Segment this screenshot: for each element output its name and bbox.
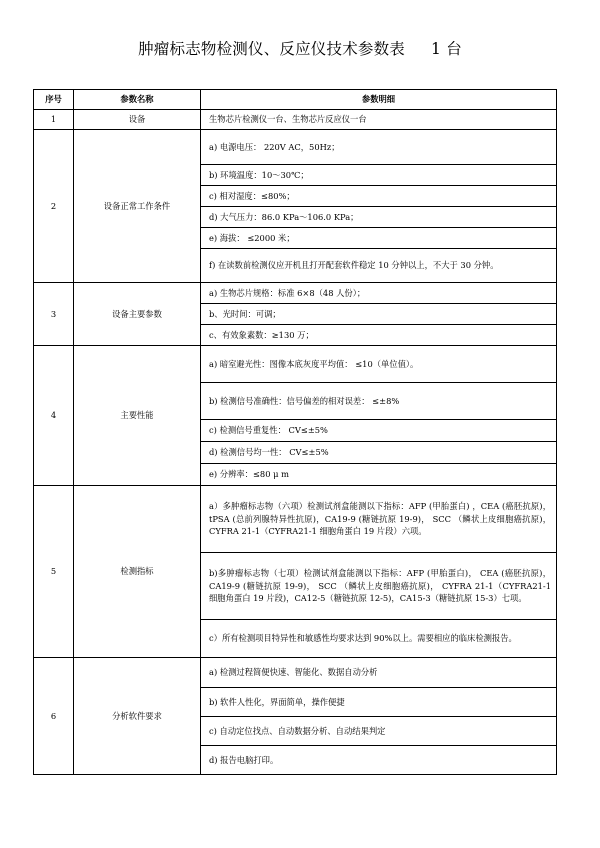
- table-row: [34, 110, 557, 130]
- row-detail: d) 报告电脑打印。: [201, 746, 557, 775]
- row-detail: a) 检测过程简便快速、智能化、数据自动分析: [201, 658, 557, 688]
- row-detail: a) 生物芯片规格：标准 6×8（48 人份）；: [201, 283, 557, 304]
- row-name: 分析软件要求: [74, 658, 201, 775]
- row-detail: c) 相对湿度：≤80%；: [201, 186, 557, 207]
- header-detail: 参数明细: [201, 90, 557, 110]
- row-detail: c、有效象素数：≥130 万；: [201, 325, 557, 346]
- row-detail: e) 分辨率：≤80 μ m: [201, 464, 557, 486]
- row-detail: b) 软件人性化，界面简单，操作便捷: [201, 688, 557, 717]
- table-row: [34, 130, 557, 165]
- row-name: 设备主要参数: [74, 283, 201, 346]
- row-name: 设备正常工作条件: [74, 130, 201, 283]
- row-index: 5: [34, 486, 74, 658]
- table-row: [34, 658, 557, 688]
- row-detail: c) 检测信号重复性： CV≤±5%: [201, 420, 557, 442]
- row-name: 主要性能: [74, 346, 201, 486]
- row-detail: d) 检测信号均一性： CV≤±5%: [201, 442, 557, 464]
- row-name: 检测指标: [74, 486, 201, 658]
- row-detail: a) 电源电压： 220V AC，50Hz；: [201, 130, 557, 165]
- page-title: [0, 37, 600, 59]
- row-index: 1: [34, 110, 74, 130]
- row-detail: a）多肿瘤标志物（六项）检测试剂盒能测以下指标：AFP (甲胎蛋白) ，CEA (癌胚抗原)， tPSA (总前列腺特异性抗原)，CA19-9 (糖链抗原 19-9)， SCC （鳞状上皮细胞癌抗原)，CYFRA 21-1（CYFRA21-1 细胞角蛋白 19 片段）六项。: [201, 486, 557, 553]
- row-index: 2: [34, 130, 74, 283]
- row-detail: f) 在读数前检测仪应开机且打开配套软件稳定 10 分钟以上，不大于 30 分钟。: [201, 249, 557, 283]
- row-index: 6: [34, 658, 74, 775]
- table-row: [34, 486, 557, 553]
- row-detail: b、光时间：可调；: [201, 304, 557, 325]
- table-row: [34, 283, 557, 304]
- row-detail: c）所有检测项目特异性和敏感性均要求达到 90%以上。需要相应的临床检测报告。: [201, 620, 557, 658]
- row-index: 4: [34, 346, 74, 486]
- row-name: 设备: [74, 110, 201, 130]
- header-name: 参数名称: [74, 90, 201, 110]
- table-header-row: [34, 90, 557, 110]
- row-detail: c) 自动定位找点、自动数据分析、自动结果判定: [201, 717, 557, 746]
- spec-table: [33, 89, 557, 775]
- row-detail: a) 暗室避光性：图像本底灰度平均值： ≤10（单位值）。: [201, 346, 557, 383]
- row-detail: d) 大气压力：86.0 KPa～106.0 KPa；: [201, 207, 557, 228]
- row-detail: b)多肿瘤标志物（七项）检测试剂盒能测以下指标：AFP (甲胎蛋白)， CEA (癌胚抗原)， CA19-9 (糖链抗原 19-9)， SCC （鳞状上皮细胞癌抗原)， CYFRA 21-1（CYFRA21-1 细胞角蛋白 19 片段)，CA12-5（糖链抗原 12-5)，CA15-3（糖链抗原 15-3）七项。: [201, 553, 557, 620]
- row-detail: b) 环境温度：10～30℃；: [201, 165, 557, 186]
- row-detail: e) 海拔： ≤2000 米；: [201, 228, 557, 249]
- table-row: [34, 346, 557, 383]
- title-text: 肿瘤标志物检测仪、反应仪技术参数表: [138, 40, 405, 58]
- row-detail: 生物芯片检测仪一台、生物芯片反应仪一台: [201, 110, 557, 130]
- header-index: 序号: [34, 90, 74, 110]
- row-index: 3: [34, 283, 74, 346]
- row-detail: b) 检测信号准确性：信号偏差的相对误差： ≤±8%: [201, 383, 557, 420]
- quantity-text: 1 台: [431, 40, 462, 58]
